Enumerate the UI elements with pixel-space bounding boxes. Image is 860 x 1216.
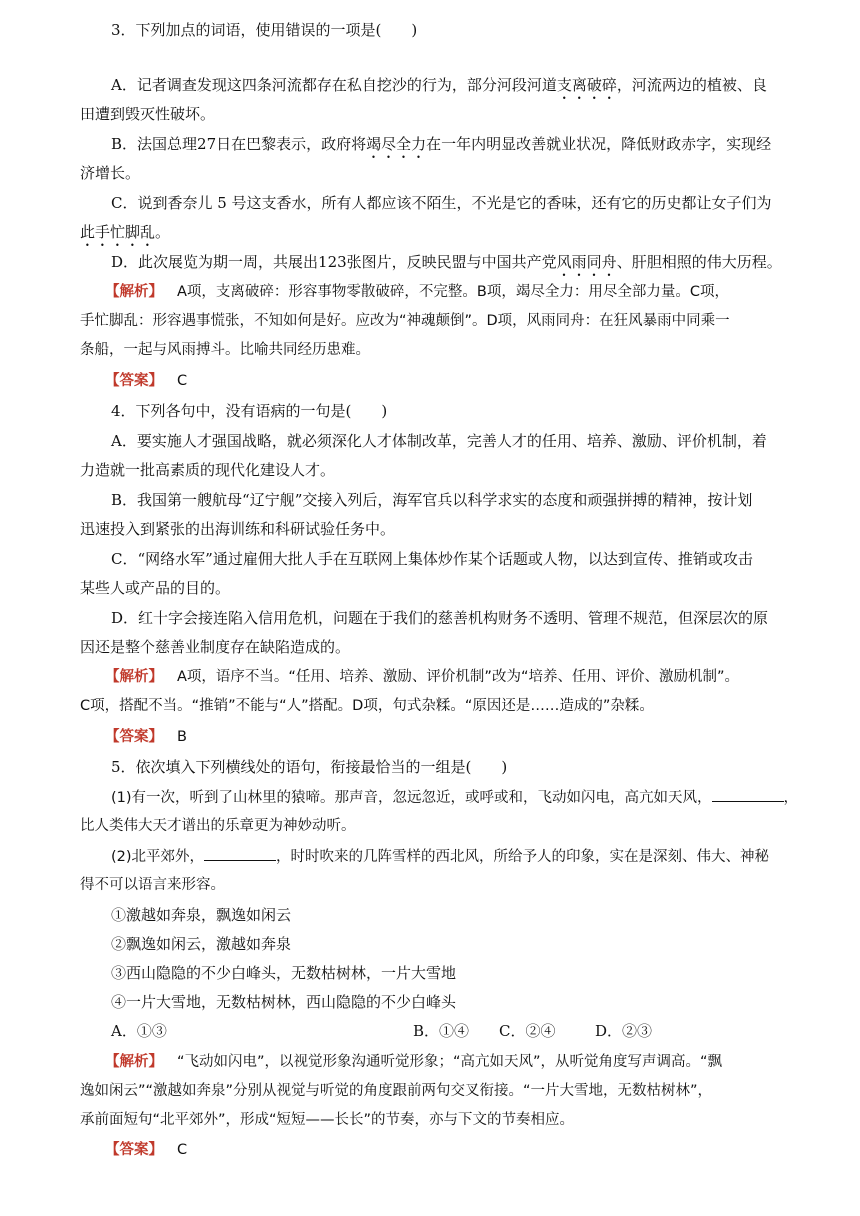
q5-analysis: 【解析】 “飞动如闪电”，以视觉形象沟通听觉形象；“高亢如天风”，从听觉角度写声调高。“飘 <box>105 1054 723 1070</box>
q4-option-b: B．我国第一艘航母“辽宁舰”交接入列后，海军官兵以科学求实的态度和顽强拼搏的精神，按计划 <box>111 491 753 509</box>
answer-tag: 【答案】 <box>105 1142 163 1158</box>
analysis-tag: 【解析】 <box>105 284 163 300</box>
q5-sentence-2: (2)北平郊外， ，时时吹来的几阵雪样的西北风，所给予人的印象，实在是深刻、伟大、神秘 <box>111 846 780 867</box>
q5-stem: 5．依次填入下列横线处的语句，衔接最恰当的一组是( ) <box>111 758 508 776</box>
q5-option-d: D．②③ <box>595 1022 653 1040</box>
emphasized-word: 竭尽全力 <box>366 135 427 153</box>
q5-item-1: ①激越如奔泉，飘逸如闲云 <box>111 906 292 924</box>
q4-option-b-cont: 迅速投入到紧张的出海训练和科研试验任务中。 <box>80 520 396 538</box>
q5-option-c: C．②④ <box>499 1022 556 1040</box>
q5-sentence-1: (1)有一次，听到了山林里的猿啼。那声音，忽远忽近，或呼或和，飞动如闪电，高亢如天风， ， <box>111 787 780 808</box>
q4-analysis-line2: C项，搭配不当。“推销”不能与“人”搭配。D项，句式杂糅。“原因还是……造成的”杂糅。 <box>80 698 654 714</box>
q5-sentence-1-cont: 比人类伟大天才谱出的乐章更为神妙动听。 <box>80 818 356 834</box>
q4-stem: 4．下列各句中，没有语病的一句是( ) <box>111 402 388 420</box>
q5-option-b: B．①④ <box>413 1022 470 1040</box>
q4-option-c: C．“网络水军”通过雇佣大批人手在互联网上集体炒作某个话题或人物，以达到宣传、推销或攻击 <box>111 550 753 568</box>
fill-blank <box>204 846 276 861</box>
fill-blank <box>712 787 784 802</box>
q3-option-c: C．说到香奈儿 5 号这支香水，所有人都应该不陌生，不光是它的香味，还有它的历史都让女子们为 <box>111 194 772 212</box>
emphasized-word: 风雨同舟 <box>556 253 617 271</box>
q5-analysis-line3: 承前面短句“北平郊外”，形成“短短——长长”的节奏，亦与下文的节奏相应。 <box>80 1112 575 1128</box>
q3-option-c-cont: 此手忙脚乱。 <box>80 223 171 241</box>
q4-option-d: D．红十字会接连陷入信用危机，问题在于我们的慈善机构财务不透明、管理不规范，但深层次的原 <box>111 609 769 627</box>
q4-answer: 【答案】 B <box>105 729 187 745</box>
analysis-tag: 【解析】 <box>105 1054 163 1070</box>
q5-options <box>111 1021 780 1041</box>
q3-analysis: 【解析】 A项，支离破碎：形容事物零散破碎，不完整。B项，竭尽全力：用尽全部力量。C项， <box>105 284 729 300</box>
q5-sentence-2-cont: 得不可以语言来形容。 <box>80 877 225 893</box>
q4-option-c-cont: 某些人或产品的目的。 <box>80 579 231 597</box>
answer-tag: 【答案】 <box>105 373 163 389</box>
q5-item-4: ④一片大雪地，无数枯树林，西山隐隐的不少白峰头 <box>111 993 457 1011</box>
emphasized-word: 此手忙脚乱 <box>80 223 156 241</box>
q3-analysis-line2: 手忙脚乱：形容遇事慌张，不知如何是好。应改为“神魂颠倒”。D项，风雨同舟：在狂风暴雨中同乘一 <box>80 313 730 329</box>
q3-option-b: B．法国总理27日在巴黎表示，政府将竭尽全力在一年内明显改善就业状况，降低财政赤字，实现经 <box>111 135 772 153</box>
q5-answer: 【答案】 C <box>105 1142 188 1158</box>
emphasized-word: 支离破碎 <box>556 76 617 94</box>
q5-option-a: A．①③ <box>111 1022 167 1040</box>
q5-item-2: ②飘逸如闲云，激越如奔泉 <box>111 935 292 953</box>
q3-option-a: A．记者调查发现这四条河流都存在私自挖沙的行为，部分河段河道支离破碎，河流两边的植被、良 <box>111 76 767 94</box>
q3-analysis-line3: 条船，一起与风雨搏斗。比喻共同经历患难。 <box>80 342 370 358</box>
q3-option-d: D．此次展览为期一周，共展出123张图片，反映民盟与中国共产党风雨同舟、肝胆相照的伟大历程。 <box>111 253 782 271</box>
q4-option-a-cont: 力造就一批高素质的现代化建设人才。 <box>80 461 336 479</box>
answer-tag: 【答案】 <box>105 729 163 745</box>
q3-stem: 3．下列加点的词语，使用错误的一项是( ) <box>111 21 418 39</box>
q5-item-3: ③西山隐隐的不少白峰头，无数枯树林，一片大雪地 <box>111 964 457 982</box>
q3-answer: 【答案】 C <box>105 373 188 389</box>
q3-option-b-cont: 济增长。 <box>80 164 141 182</box>
q3-option-a-cont: 田遭到毁灭性破坏。 <box>80 105 216 123</box>
q5-analysis-line2: 逸如闲云”“激越如奔泉”分别从视觉与听觉的角度跟前两句交叉衔接。“一片大雪地，无数枯树林”， <box>80 1083 713 1099</box>
q4-option-d-cont: 因还是整个慈善业制度存在缺陷造成的。 <box>80 638 351 656</box>
analysis-tag: 【解析】 <box>105 669 163 685</box>
q4-option-a: A．要实施人才强国战略，就必须深化人才体制改革，完善人才的任用、培养、激励、评价机制，着 <box>111 432 767 450</box>
q4-analysis: 【解析】 A项，语序不当。“任用、培养、激励、评价机制”改为“培养、任用、评价、激励机制”。 <box>105 669 739 685</box>
